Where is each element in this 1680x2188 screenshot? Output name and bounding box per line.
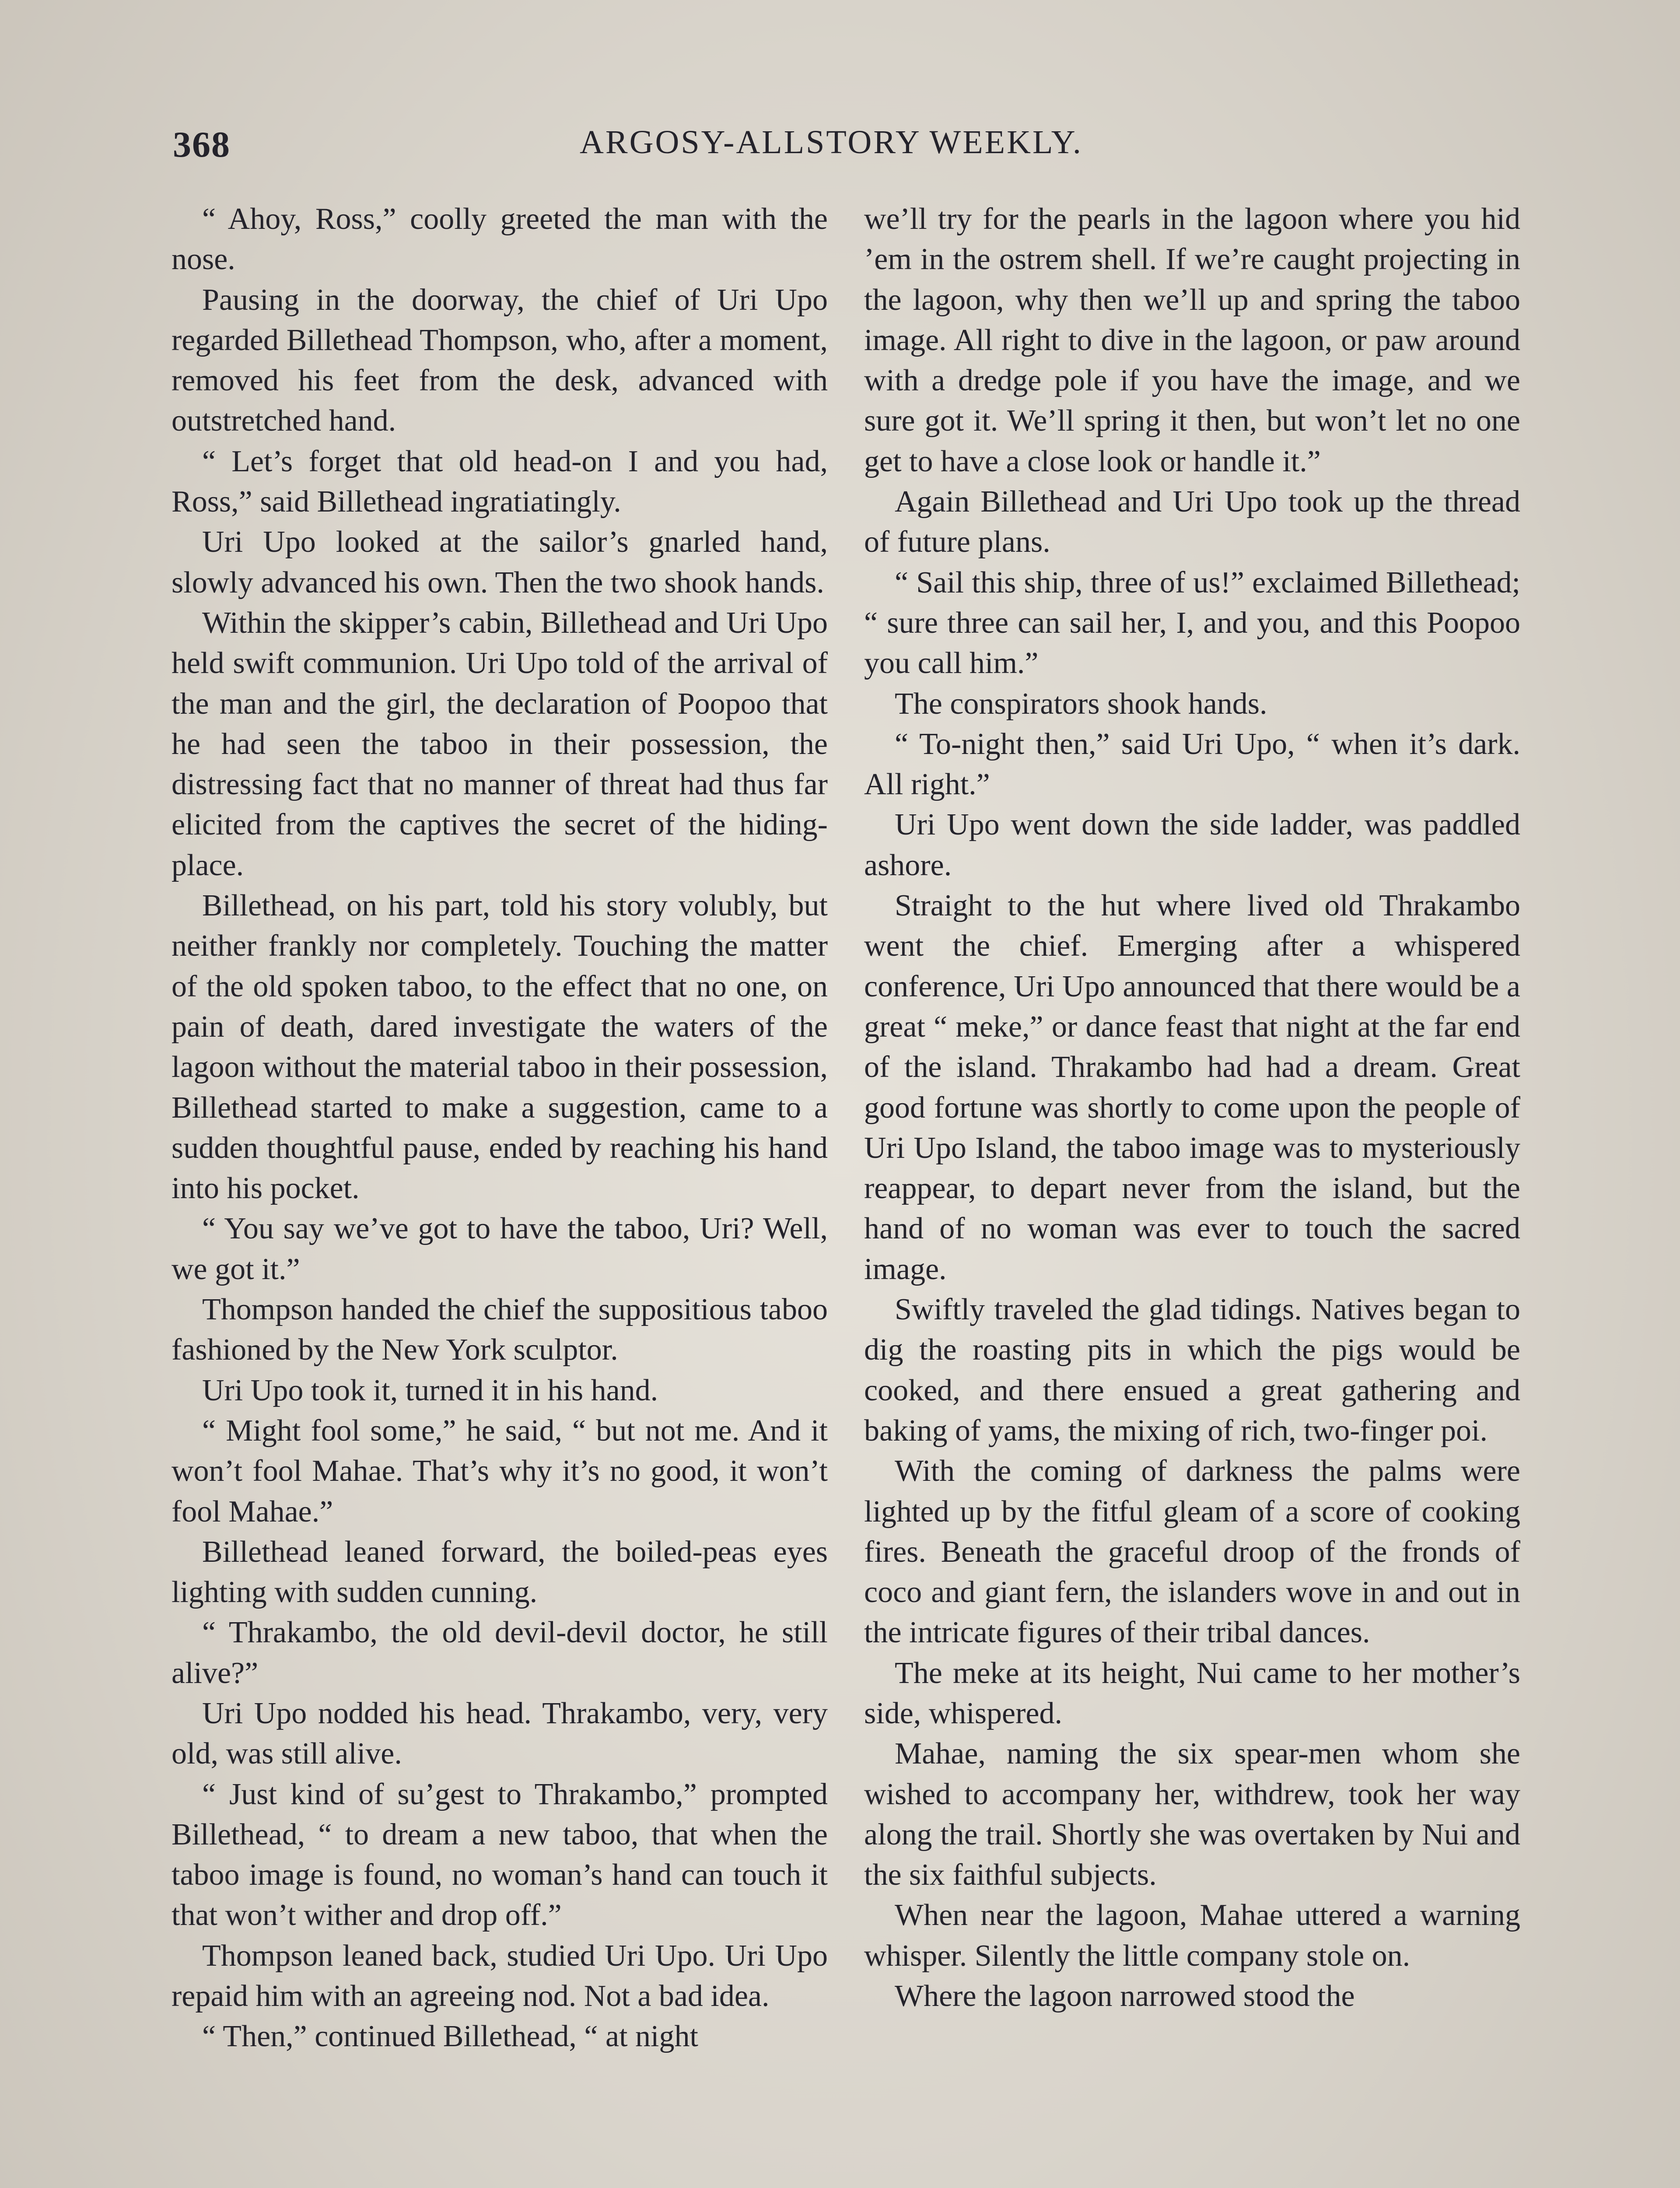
paragraph: When near the lagoon, Mahae uttered a warning whisper. Silently the little company stole on. — [864, 1898, 1520, 1973]
paragraph: Within the skipper’s cabin, Billethead and Uri Upo held swift communion. Uri Upo told of the arrival of the man and the girl, the declaration of Poopoo that he had seen the taboo in their possession, the distressing fact that no manner of threat had thus far elicited from the captives the secret of the hiding-place. — [172, 606, 828, 882]
paragraph: Uri Upo went down the side ladder, was paddled ashore. — [864, 808, 1520, 882]
paragraph: Mahae, naming the six spear-men whom she wished to accompany her, withdrew, took her way along the trail. Shortly she was overtaken by Nui and the six faithful subjects. — [864, 1737, 1520, 1892]
left-column — [172, 199, 828, 2057]
paragraph: “ Then,” continued Billethead, “ at night — [202, 2020, 698, 2054]
paragraph: The meke at its height, Nui came to her mother’s side, whispered. — [864, 1656, 1520, 1730]
paragraph: “ Ahoy, Ross,” coolly greeted the man with the nose. — [172, 202, 828, 277]
paragraph: “ Thrakambo, the old devil-devil doctor, he still alive?” — [172, 1616, 828, 1690]
paragraph: “ To-night then,” said Uri Upo, “ when it’s dark. All right.” — [864, 727, 1520, 802]
paragraph: Swiftly traveled the glad tidings. Natives began to dig the roasting pits in which the pigs would be cooked, and there ensued a great gathering and baking of yams, the mixing of rich, two-finger poi. — [864, 1293, 1520, 1448]
paragraph: Uri Upo took it, turned it in his hand. — [202, 1373, 658, 1407]
paragraph: The conspirators shook hands. — [895, 687, 1267, 721]
paragraph: With the coming of darkness the palms were lighted up by the fitful gleam of a score of cooking fires. Beneath the graceful droop of the fronds of coco and giant fern, the islanders wove in and out in the intricate figures of their tribal dances. — [864, 1454, 1520, 1650]
paragraph: Straight to the hut where lived old Thrakambo went the chief. Emerging after a whispered conference, Uri Upo announced that there would be a great “ meke,” or dance feast that night at the far end of the island. Thrakambo had had a dream. Great good fortune was shortly to come upon the people of Uri Upo Island, the taboo image was to mysteriously reappear, to depart never from the island, but the hand of no woman was ever to touch the sacred image. — [864, 889, 1520, 1286]
paragraph: we’ll try for the pearls in the lagoon where you hid ’em in the ostrem shell. If we’re caught projecting in the lagoon, why then we’ll up and spring the taboo image. All right to dive in the lagoon, or paw around with a dredge pole if you have the image, and we sure got it. We’ll spring it then, but won’t let no one get to have a close look or handle it.” — [864, 202, 1520, 478]
paragraph: Pausing in the doorway, the chief of Uri Upo regarded Billethead Thompson, who, after a moment, removed his feet from the desk, advanced with outstretched hand. — [172, 283, 828, 438]
running-title: ARGOSY-ALLSTORY WEEKLY. — [580, 124, 1083, 161]
paragraph: “ Sail this ship, three of us!” exclaimed Billethead; “ sure three can sail her, I, and you, and this Poopoo you call him.” — [864, 565, 1520, 680]
paragraph: Thompson leaned back, studied Uri Upo. Uri Upo repaid him with an agreeing nod. Not a bad idea. — [172, 1939, 828, 2013]
paragraph: Again Billethead and Uri Upo took up the thread of future plans. — [864, 485, 1520, 559]
right-column — [864, 199, 1520, 2016]
paragraph: “ Just kind of su’gest to Thrakambo,” prompted Billethead, “ to dream a new taboo, that when the taboo image is found, no woman’s hand can touch it that won’t wither and drop off.” — [172, 1777, 828, 1932]
paragraph: Uri Upo looked at the sailor’s gnarled hand, slowly advanced his own. Then the two shook hands. — [172, 525, 828, 600]
page-number: 368 — [173, 124, 231, 165]
paragraph: Where the lagoon narrowed stood the — [895, 1979, 1355, 2013]
paragraph: “ Let’s forget that old head-on I and you had, Ross,” said Billethead ingratiatingly. — [172, 444, 828, 519]
paragraph: Uri Upo nodded his head. Thrakambo, very, very old, was still alive. — [172, 1696, 828, 1771]
paragraph: Billethead, on his part, told his story volubly, but neither frankly nor completely. Touching the matter of the old spoken taboo, to the effect that no one, on pain of death, dared investigate the waters of the lagoon without the material taboo in their possession, Billethead started to make a suggestion, came to a sudden thoughtful pause, ended by reaching his hand into his pocket. — [172, 889, 828, 1206]
paragraph: Thompson handed the chief the suppositious taboo fashioned by the New York sculptor. — [172, 1293, 828, 1367]
paragraph: “ Might fool some,” he said, “ but not me. And it won’t fool Mahae. That’s why it’s no good, it won’t fool Mahae.” — [172, 1413, 828, 1529]
page-header — [173, 123, 1533, 172]
paragraph: “ You say we’ve got to have the taboo, Uri? Well, we got it.” — [172, 1212, 828, 1286]
paragraph: Billethead leaned forward, the boiled-peas eyes lighting with sudden cunning. — [172, 1535, 828, 1609]
